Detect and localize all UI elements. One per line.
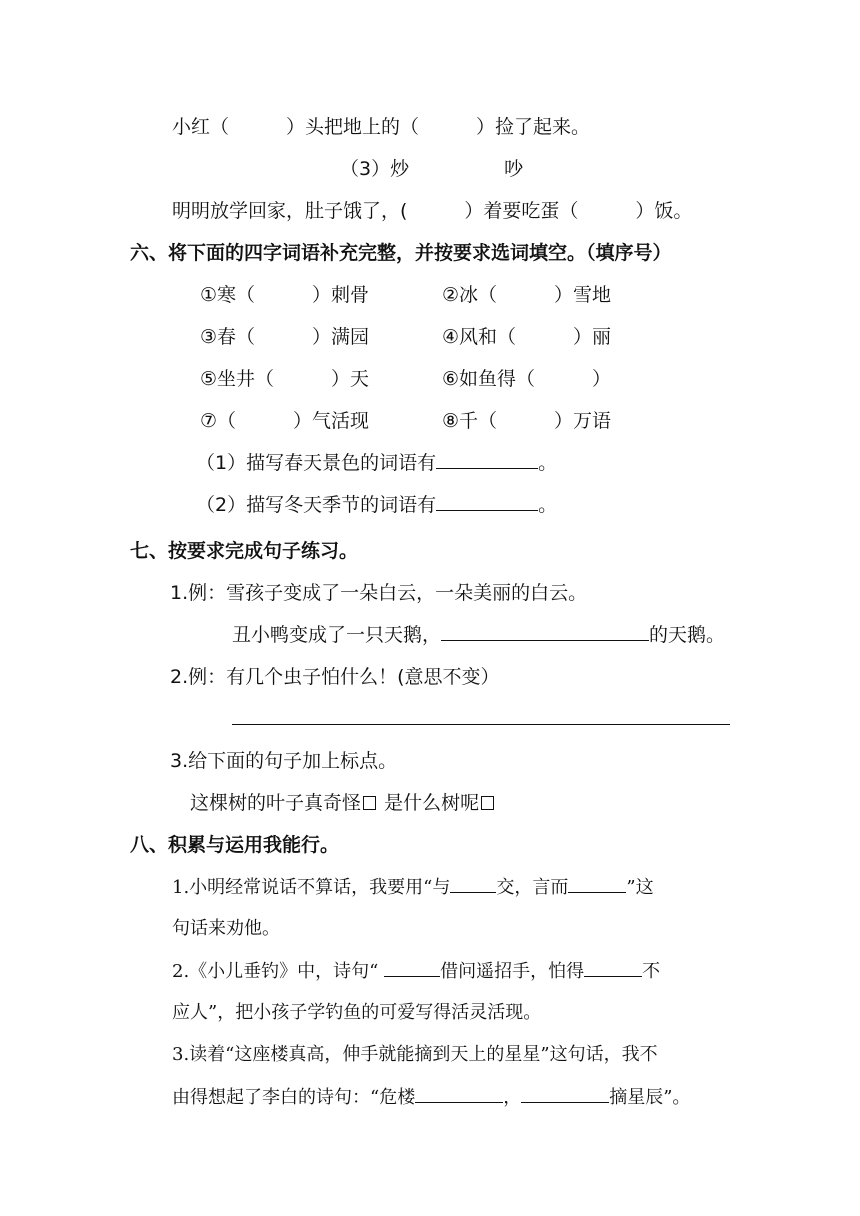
answer-blank[interactable]: [384, 958, 440, 977]
q3-text-post: 摘星辰”。: [609, 1087, 691, 1108]
section-8-heading: 八、积累与运用我能行。: [130, 834, 340, 856]
accumulate-q1-line1: [172, 874, 654, 901]
sentence-ugly-duckling-pre: 丑小鸭变成了一只天鹅，: [232, 624, 442, 646]
answer-blank[interactable]: [415, 1084, 503, 1103]
idiom-item-6: ⑥如鱼得（ ）: [442, 368, 612, 390]
answer-blank[interactable]: [441, 622, 649, 641]
question-spring-text: （1）描写春天景色的词语有: [196, 452, 437, 474]
q3-text-mid: ，: [503, 1087, 522, 1108]
answer-line[interactable]: [232, 724, 730, 725]
idiom-item-7: ⑦（ ）气活现: [200, 410, 370, 432]
sentence-mingming: 明明放学回家，肚子饿了，( ）着要吃蛋（ ）饭。: [172, 200, 693, 222]
accumulate-q1-line2: 句话来劝他。: [172, 918, 280, 939]
punctuation-sentence-b: 是什么树呢: [384, 792, 480, 814]
section-7-heading: 七、按要求完成句子练习。: [130, 540, 359, 562]
sentence-ugly-duckling-post: 的天鹅。: [649, 624, 726, 646]
punctuation-box[interactable]: [363, 796, 376, 810]
q1-text-pre: 1.小明经常说话不算话，我要用“与: [172, 877, 451, 898]
accumulate-q3-line2: [172, 1084, 690, 1111]
q1-text-mid: 交，言而: [496, 877, 569, 898]
question-winter: [196, 492, 557, 518]
punctuation-box[interactable]: [481, 796, 494, 810]
answer-blank[interactable]: [568, 874, 626, 893]
answer-blank[interactable]: [521, 1084, 609, 1103]
accumulate-q3-line1: 3.读着“这座楼真高，伸手就能摘到天上的星星”这句话，我不: [172, 1044, 658, 1065]
answer-blank[interactable]: [450, 874, 496, 893]
answer-blank[interactable]: [436, 450, 538, 469]
period: 。: [538, 494, 558, 516]
idiom-item-3: ③春（ ）满园: [200, 326, 370, 348]
example-sentence-1: 1.例：雪孩子变成了一朵白云，一朵美丽的白云。: [170, 582, 588, 604]
q1-text-post: ”这: [626, 877, 654, 898]
answer-blank[interactable]: [584, 958, 642, 977]
q3-text-pre: 由得想起了李白的诗句：“危楼: [172, 1087, 416, 1108]
q2-text-post: 不: [642, 961, 661, 982]
punctuation-sentence: [190, 790, 496, 816]
punctuation-sentence-a: 这棵树的叶子真奇怪: [190, 792, 362, 814]
idiom-item-8: ⑧千（ ）万语: [442, 410, 612, 432]
idiom-item-5: ⑤坐井（ ）天: [200, 368, 370, 390]
question-spring: [196, 450, 557, 476]
sentence-ugly-duckling: [232, 622, 725, 648]
word-pair-chao: （3）炒 吵: [340, 158, 524, 180]
accumulate-q2-line2: 应人”，把小孩子学钓鱼的可爱写得活灵活现。: [172, 1002, 542, 1023]
idiom-item-2: ②冰（ ）雪地: [442, 284, 612, 306]
question-winter-text: （2）描写冬天季节的词语有: [196, 494, 437, 516]
example-sentence-2: 2.例：有几个虫子怕什么！(意思不变）: [170, 666, 500, 688]
q2-text-pre: 2.《小儿垂钓》中，诗句“: [172, 961, 385, 982]
accumulate-q2-line1: [172, 958, 660, 985]
section-6-heading: 六、将下面的四字词语补充完整，并按要求选词填空。（填序号）: [130, 242, 672, 264]
answer-blank[interactable]: [436, 492, 538, 511]
idiom-item-4: ④风和（ ）丽: [442, 326, 612, 348]
punctuation-instruction: 3.给下面的句子加上标点。: [170, 750, 398, 772]
sentence-xiaohong: 小红（ ）头把地上的（ ）捡了起来。: [172, 116, 591, 138]
idiom-item-1: ①寒（ ）刺骨: [200, 284, 370, 306]
q2-text-mid: 借问遥招手，怕得: [440, 961, 585, 982]
period: 。: [538, 452, 558, 474]
